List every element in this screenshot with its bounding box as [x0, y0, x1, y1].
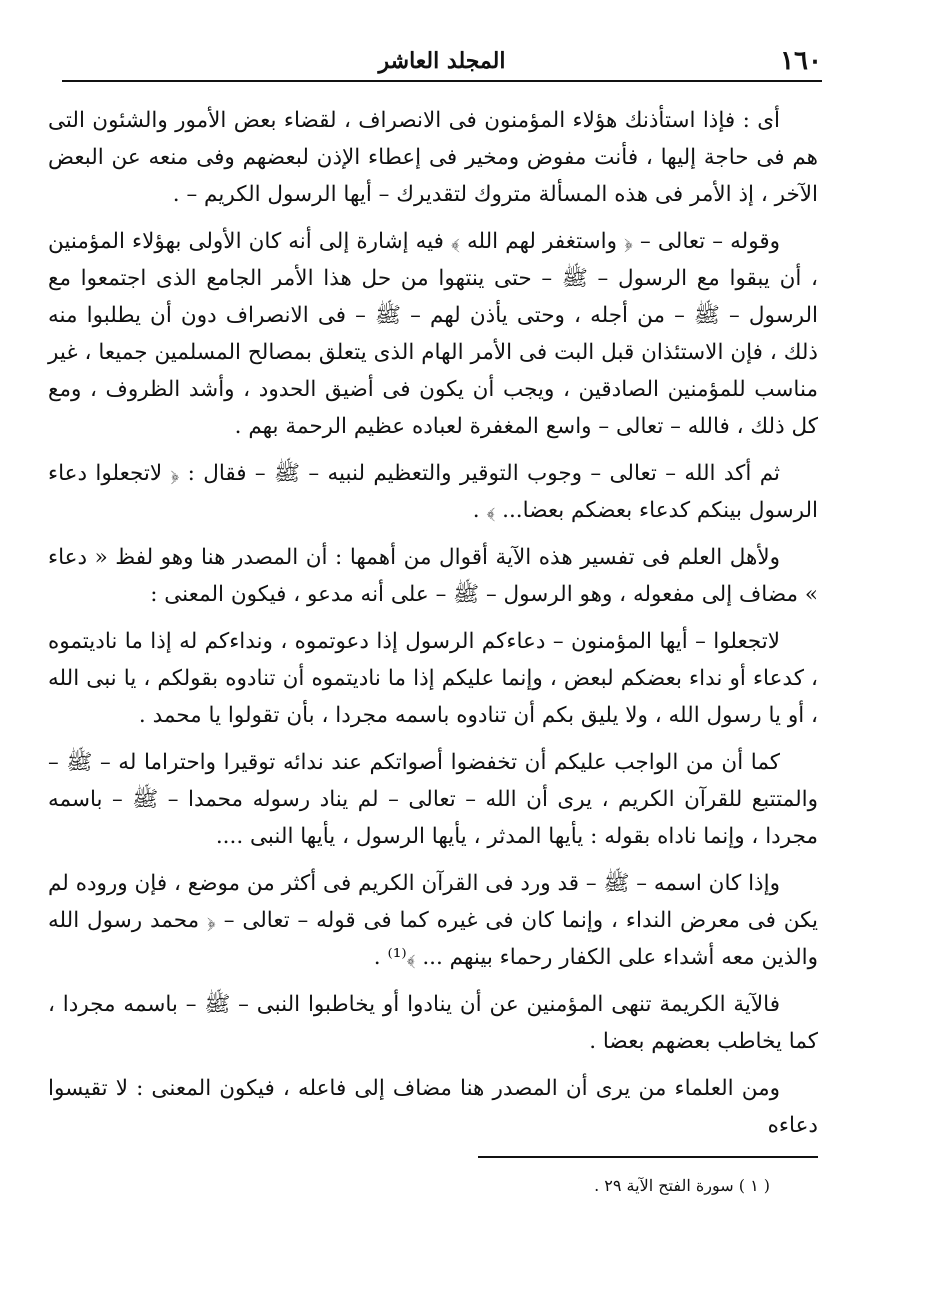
footnote: ( ١ ) سورة الفتح الآية ٢٩ .	[594, 1176, 770, 1195]
page-header	[62, 40, 822, 82]
paragraph: كما أن من الواجب عليكم أن تخفضوا أصواتكم عند ندائه توقيرا واحتراما له – ﷺ – والمتتبع للقرآن الكريم ، يرى أن الله – تعالى – لم يناد رسوله محمدا – ﷺ – باسمه مجردا ، وإنما ناداه بقوله : يأيها المدثر ، يأيها الرسول ، يأيها النبى ....	[48, 750, 818, 849]
paragraph: فالآية الكريمة تنهى المؤمنين عن أن ينادوا أو يخاطبوا النبى – ﷺ – باسمه مجردا ، كما يخاطب بعضهم بعضا .	[48, 992, 818, 1054]
paragraph: وإذا كان اسمه – ﷺ – قد ورد فى القرآن الكريم فى أكثر من موضع ، فإن وروده لم يكن فى معرض النداء ، وإنما كان فى غيره كما فى قوله – تعالى – ﴿ محمد رسول الله والذين معه أشداء على الكفار رحماء بينهم ... ﴾⁽¹⁾ .	[48, 871, 818, 970]
body-text	[48, 102, 818, 1154]
paragraph: أى : فإذا استأذنك هؤلاء المؤمنون فى الانصراف ، لقضاء بعض الأمور والشئون التى هم فى حاجة إليها ، فأنت مفوض ومخير فى إعطاء الإذن لبعضهم وفى منعه عن البعض الآخر ، إذ الأمر فى هذه المسألة متروك لتقديرك – أيها الرسول الكريم – .	[48, 108, 818, 207]
paragraph: ثم أكد الله – تعالى – وجوب التوقير والتعظيم لنبيه – ﷺ – فقال : ﴿ لاتجعلوا دعاء الرسول بينكم كدعاء بعضكم بعضا... ﴾ .	[48, 461, 818, 523]
page-number: ١٦٠	[780, 46, 822, 76]
footnote-divider	[478, 1156, 818, 1158]
volume-title: المجلد العاشر	[378, 48, 506, 74]
paragraph: ومن العلماء من يرى أن المصدر هنا مضاف إلى فاعله ، فيكون المعنى : لا تقيسوا دعاءه	[48, 1076, 818, 1138]
paragraph: ولأهل العلم فى تفسير هذه الآية أقوال من أهمها : أن المصدر هنا وهو لفظ « دعاء » مضاف إلى مفعوله ، وهو الرسول – ﷺ – على أنه مدعو ، فيكون المعنى :	[48, 545, 818, 607]
paragraph: لاتجعلوا – أيها المؤمنون – دعاءكم الرسول إذا دعوتموه ، ونداءكم له إذا ما ناديتموه ، كدعاء أو نداء بعضكم لبعض ، وإنما عليكم إذا ما ناديتموه أن تنادوه بقولكم ، يا نبى الله ، أو يا رسول الله ، ولا يليق بكم أن تنادوه باسمه مجردا ، بأن تقولوا يا محمد .	[48, 629, 818, 728]
paragraph: وقوله – تعالى – ﴿ واستغفر لهم الله ﴾ فيه إشارة إلى أنه كان الأولى بهؤلاء المؤمنين ، أن يبقوا مع الرسول – ﷺ – حتى ينتهوا من حل هذا الأمر الجامع الذى اجتمعوا مع الرسول – ﷺ – من أجله ، وحتى يأذن لهم – ﷺ – فى الانصراف دون أن يطلبوا منه ذلك ، فإن الاستئذان قبل البت فى الأمر الهام الذى يتعلق بمصالح المسلمين جميعا ، غير مناسب للمؤمنين الصادقين ، ويجب أن يكون فى أضيق الحدود ، وأشد الظروف ، ومع كل ذلك ، فالله – تعالى – واسع المغفرة لعباده عظيم الرحمة بهم .	[48, 229, 818, 439]
